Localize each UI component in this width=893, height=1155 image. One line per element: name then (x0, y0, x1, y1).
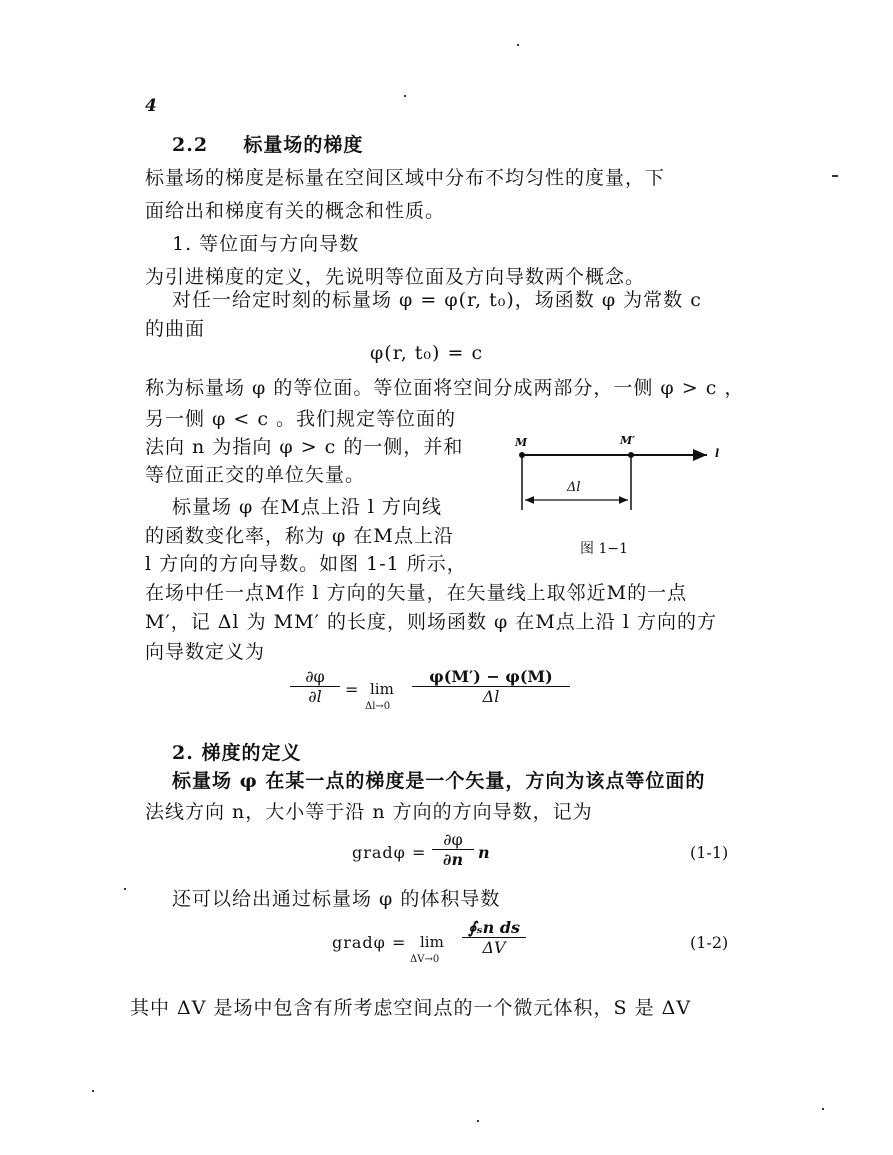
limit-subscript: Δl→0 (365, 701, 391, 712)
page-number: 4 (145, 96, 157, 116)
eq2-limit-subscript: ΔV→0 (410, 954, 440, 965)
scan-speck (517, 44, 519, 46)
sub1-text-1: 称为标量场 φ 的等位面。等位面将空间分成两部分，一侧 φ > c ， (145, 377, 745, 399)
sub2-mid-line: 还可以给出通过标量场 φ 的体积导数 (172, 888, 501, 910)
eq1-tag: (1-1) (690, 843, 729, 862)
eq1-numerator: ∂φ (443, 830, 463, 849)
eq2-fraction (462, 918, 526, 957)
eq1-lhs: gradφ = (352, 843, 427, 862)
sub1-text-3: 法向 n 为指向 φ > c 的一侧，并和 (145, 436, 464, 458)
lhs-denominator: ∂l (308, 687, 322, 706)
sub2-last-line: 其中 ΔV 是场中包含有所考虑空间点的一个微元体积，S 是 ΔV (130, 997, 692, 1019)
lhs-numerator: ∂φ (305, 667, 325, 686)
sub1-line-1: 为引进梯度的定义，先说明等位面及方向导数两个概念。 (145, 266, 646, 288)
sub1-text-7: l 方向的方向导数。如图 1-1 所示， (145, 553, 467, 575)
section-number: 2.2 (172, 134, 209, 156)
intro-line-1: 标量场的梯度是标量在空间区域中分布不均匀性的度量，下 (145, 167, 666, 189)
directional-derivative-lhs (290, 667, 340, 706)
figure-caption: 图 1−1 (580, 541, 628, 557)
rhs-numerator: φ(M′) − φ(M) (429, 667, 553, 686)
delta-l-label: Δl (567, 480, 581, 495)
point-m-prime-label: M′ (620, 434, 636, 447)
scan-speck (477, 1120, 479, 1122)
scan-speck (822, 1108, 824, 1110)
sub1-line-2: 对任一给定时刻的标量场 φ = φ(r, t₀)，场函数 φ 为常数 c (172, 289, 702, 311)
subsection-2-title: 2. 梯度的定义 (172, 742, 302, 764)
point-m-label: M (515, 436, 528, 449)
limit-operator: lim (370, 680, 394, 698)
eq1-fraction (432, 830, 474, 869)
scan-speck (404, 95, 406, 97)
sub1-text-9: M′，记 Δl 为 MM′ 的长度，则场函数 φ 在M点上沿 l 方向的方 (145, 611, 717, 633)
scan-speck (832, 175, 838, 177)
equals-sign: = (345, 680, 359, 699)
sub1-line-3: 的曲面 (145, 318, 206, 340)
eq1-denominator: ∂n (442, 850, 464, 869)
sub2-line-1: 标量场 φ 在某一点的梯度是一个矢量，方向为该点等位面的 (172, 770, 706, 792)
sub1-text-10: 向导数定义为 (145, 641, 266, 663)
eq2-lhs: gradφ = (332, 933, 407, 952)
sub2-line-2: 法线方向 n，大小等于沿 n 方向的方向导数，记为 (145, 801, 593, 823)
sub1-text-8: 在场中任一点M作 l 方向的矢量，在矢量线上取邻近M的一点 (145, 582, 688, 604)
sub1-text-6: 的函数变化率，称为 φ 在M点上沿 (145, 525, 454, 547)
scan-speck (92, 1090, 94, 1092)
directional-derivative-rhs (412, 667, 570, 706)
level-surface-equation: φ(r, t₀) = c (370, 342, 484, 364)
subsection-1-title: 1. 等位面与方向导数 (172, 233, 360, 255)
intro-line-2: 面给出和梯度有关的概念和性质。 (145, 200, 446, 222)
section-title: 标量场的梯度 (243, 134, 364, 156)
eq2-tag: (1-2) (690, 933, 729, 952)
sub1-text-2: 另一侧 φ < c 。我们规定等位面的 (145, 408, 457, 430)
sub1-text-5: 标量场 φ 在M点上沿 l 方向线 (172, 496, 442, 518)
section-heading (172, 130, 363, 157)
scan-speck (124, 888, 126, 890)
eq1-unit-normal: n (478, 843, 490, 862)
eq2-limit: lim (420, 933, 444, 951)
rhs-denominator: Δl (482, 687, 500, 706)
eq2-denominator: ΔV (482, 938, 506, 957)
sub1-text-4: 等位面正交的单位矢量。 (145, 464, 366, 486)
figure-1-1 (505, 430, 735, 560)
direction-l-label: l (715, 447, 720, 460)
eq2-numerator: ∮ₛn ds (467, 918, 521, 937)
